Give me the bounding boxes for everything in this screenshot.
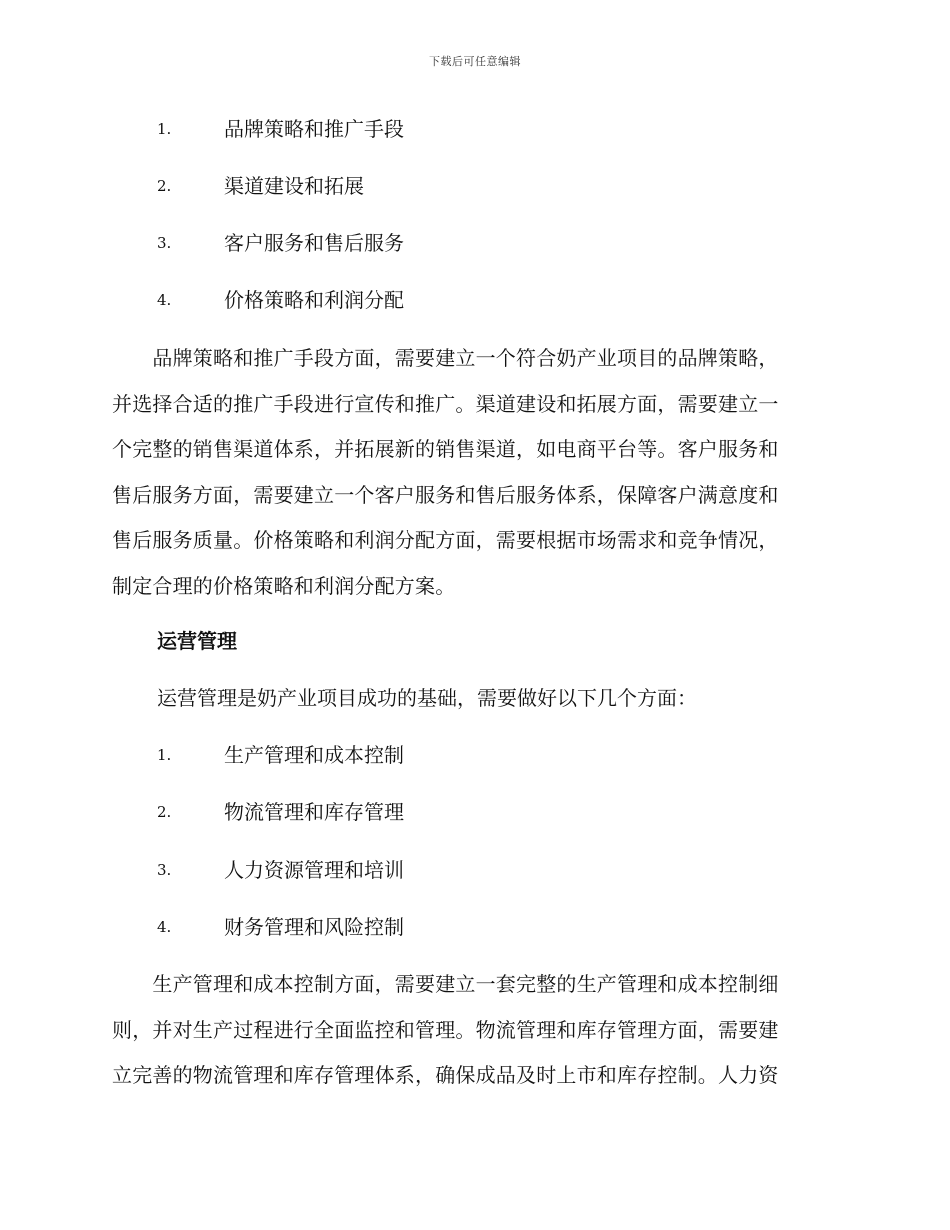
list-text: 客户服务和售后服务 (224, 231, 404, 255)
paragraph-line: 售后服务质量。价格策略和利润分配方面，需要根据市场需求和竞争情况， (112, 528, 779, 552)
paragraph (112, 336, 830, 609)
list-number: 1. (157, 746, 172, 764)
list-number: 1. (157, 120, 172, 138)
list-text: 生产管理和成本控制 (224, 743, 404, 767)
list-text: 价格策略和利润分配 (224, 288, 404, 312)
list-number: 2. (157, 803, 172, 821)
list-number: 3. (157, 234, 172, 252)
list-number: 2. (157, 177, 172, 195)
section-heading: 运营管理 (157, 629, 237, 653)
paragraph-line: 品牌策略和推广手段方面，需要建立一个符合奶产业项目的品牌策略， (112, 346, 779, 370)
header-note: 下载后可任意编辑 (429, 55, 521, 68)
paragraph-line: 售后服务方面，需要建立一个客户服务和售后服务体系，保障客户满意度和 (112, 482, 779, 507)
list-text: 财务管理和风险控制 (224, 915, 404, 939)
paragraph (112, 962, 830, 1099)
list-text: 渠道建设和拓展 (224, 174, 364, 198)
paragraph-line: 生产管理和成本控制方面，需要建立一套完整的生产管理和成本控制细 (112, 972, 779, 996)
list-text: 人力资源管理和培训 (224, 858, 404, 882)
list-text: 物流管理和库存管理 (224, 800, 404, 824)
paragraph-line: 则，并对生产过程进行全面监控和管理。物流管理和库存管理方面，需要建 (112, 1017, 779, 1042)
paragraph-line: 制定合理的价格策略和利润分配方案。 (112, 573, 456, 598)
paragraph-line: 个完整的销售渠道体系，并拓展新的销售渠道，如电商平台等。客户服务和 (112, 437, 779, 461)
intro-text: 运营管理是奶产业项目成功的基础，需要做好以下几个方面： (157, 686, 697, 710)
list-text: 品牌策略和推广手段 (224, 117, 404, 141)
list-number: 4. (157, 918, 172, 936)
list-number: 4. (157, 291, 172, 309)
paragraph-line: 立完善的物流管理和库存管理体系，确保成品及时上市和库存控制。人力资 (112, 1063, 779, 1087)
paragraph-line: 并选择合适的推广手段进行宣传和推广。渠道建设和拓展方面，需要建立一 (112, 391, 779, 416)
list-number: 3. (157, 861, 172, 879)
